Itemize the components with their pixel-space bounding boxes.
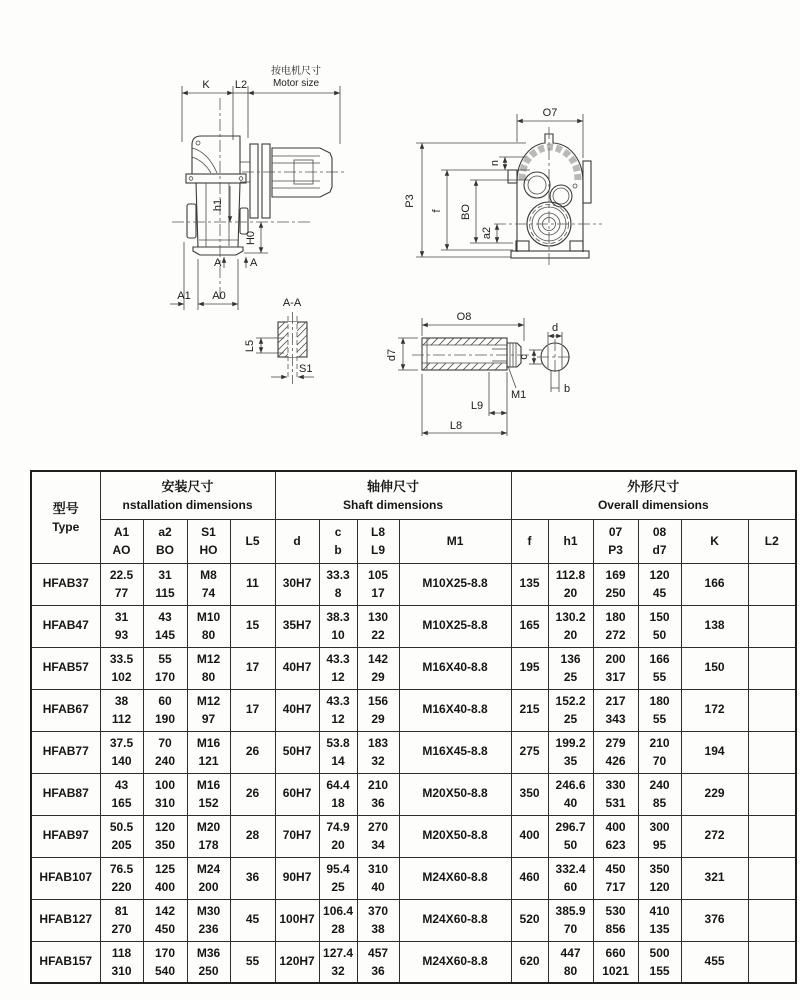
cell-l2 [748, 647, 796, 689]
cell-a2-bo: 55 170 [143, 647, 187, 689]
cell-d: 90H7 [275, 857, 319, 899]
cell-l8-l9: 183 32 [357, 731, 399, 773]
cell-a1-ao: 33.5 102 [100, 647, 143, 689]
table-row [31, 941, 796, 983]
col-header-a2-bo: a2 BO [143, 519, 187, 563]
cell-l2 [748, 857, 796, 899]
cell-a1-ao: 43 165 [100, 773, 143, 815]
cell-a2-bo: 70 240 [143, 731, 187, 773]
cell-o8-d7: 240 85 [638, 773, 681, 815]
cell-o7-p3: 279 426 [593, 731, 638, 773]
cell-a2-bo: 142 450 [143, 899, 187, 941]
cell-f: 275 [511, 731, 548, 773]
cell-d: 40H7 [275, 689, 319, 731]
cell-o7-p3: 200 317 [593, 647, 638, 689]
col-header-k: K [681, 519, 748, 563]
cell-f: 215 [511, 689, 548, 731]
cell-h1: 296.7 50 [548, 815, 593, 857]
cell-l2 [748, 689, 796, 731]
cell-m1: M20X50-8.8 [399, 815, 511, 857]
cell-c-b: 53.8 14 [319, 731, 357, 773]
col-header-a1-ao: A1 AO [100, 519, 143, 563]
table-row [31, 647, 796, 689]
cell-c-b: 33.3 8 [319, 563, 357, 605]
cell-o8-d7: 166 55 [638, 647, 681, 689]
cell-l5: 55 [230, 941, 275, 983]
cell-c-b: 38.3 10 [319, 605, 357, 647]
dim-label-a0: A0 [212, 290, 226, 302]
cell-c-b: 106.4 28 [319, 899, 357, 941]
cell-l5: 17 [230, 647, 275, 689]
cell-m1: M20X50-8.8 [399, 773, 511, 815]
cell-h1: 112.8 20 [548, 563, 593, 605]
cell-type: HFAB77 [31, 731, 100, 773]
cell-a1-ao: 76.5 220 [100, 857, 143, 899]
cell-l2 [748, 941, 796, 983]
cell-o8-d7: 150 50 [638, 605, 681, 647]
dim-label-l2: L2 [234, 79, 248, 91]
col-header-d: d [275, 519, 319, 563]
cell-c-b: 64.4 18 [319, 773, 357, 815]
cell-o8-d7: 500 155 [638, 941, 681, 983]
cell-l8-l9: 457 36 [357, 941, 399, 983]
type-label-en: Type [52, 520, 80, 534]
cell-l5: 36 [230, 857, 275, 899]
cell-o7-p3: 330 531 [593, 773, 638, 815]
motor-size-label-cn: 按电机尺寸 [271, 66, 321, 77]
dim-label-p3: P3 [404, 194, 416, 208]
cell-d: 60H7 [275, 773, 319, 815]
cell-l2 [748, 563, 796, 605]
table-row [31, 815, 796, 857]
cell-o8-d7: 300 95 [638, 815, 681, 857]
table-subheader-row [31, 519, 796, 563]
col-header-o7-p3: 07 P3 [593, 519, 638, 563]
cell-f: 195 [511, 647, 548, 689]
dim-label-d: d [551, 322, 559, 334]
cell-s1-ho: M10 80 [187, 605, 230, 647]
cell-f: 165 [511, 605, 548, 647]
type-label-cn: 型号 [52, 500, 79, 516]
col-group-overall [511, 471, 796, 519]
col-header-l8-l9: L8 L9 [357, 519, 399, 563]
cell-s1-ho: M16 152 [187, 773, 230, 815]
cell-l2 [748, 731, 796, 773]
cell-l8-l9: 270 34 [357, 815, 399, 857]
cell-k: 138 [681, 605, 748, 647]
cell-type: HFAB47 [31, 605, 100, 647]
dim-label-h0: H0 [245, 230, 257, 246]
dim-label-h1: h1 [212, 198, 224, 212]
cell-l5: 17 [230, 689, 275, 731]
cell-a2-bo: 43 145 [143, 605, 187, 647]
table-row [31, 689, 796, 731]
cell-l5: 45 [230, 899, 275, 941]
cell-o7-p3: 180 272 [593, 605, 638, 647]
cell-m1: M10X25-8.8 [399, 605, 511, 647]
cell-l5: 15 [230, 605, 275, 647]
section-arrow-label-a-left: A [214, 257, 222, 269]
cell-type: HFAB57 [31, 647, 100, 689]
cell-o7-p3: 530 856 [593, 899, 638, 941]
cell-o8-d7: 350 120 [638, 857, 681, 899]
cell-d: 35H7 [275, 605, 319, 647]
cell-m1: M16X40-8.8 [399, 689, 511, 731]
cell-m1: M24X60-8.8 [399, 857, 511, 899]
dim-label-l8: L8 [449, 420, 463, 432]
cell-f: 135 [511, 563, 548, 605]
dim-label-o7: O7 [542, 107, 558, 119]
group-overall-en: Overall dimensions [597, 498, 709, 512]
table-row [31, 731, 796, 773]
cell-l5: 11 [230, 563, 275, 605]
cell-type: HFAB37 [31, 563, 100, 605]
group-shaft-cn: 轴伸尺寸 [367, 478, 420, 494]
cell-d: 40H7 [275, 647, 319, 689]
cell-f: 520 [511, 899, 548, 941]
cell-type: HFAB67 [31, 689, 100, 731]
cell-d: 120H7 [275, 941, 319, 983]
shaft-drawing [386, 311, 573, 436]
cell-l2 [748, 773, 796, 815]
table-row [31, 605, 796, 647]
cell-type: HFAB97 [31, 815, 100, 857]
cell-c-b: 74.9 20 [319, 815, 357, 857]
table-row [31, 899, 796, 941]
front-view-drawing [404, 107, 602, 268]
dim-label-f: f [431, 209, 443, 213]
cell-c-b: 95.4 25 [319, 857, 357, 899]
section-aa-drawing [244, 297, 314, 384]
cell-a1-ao: 118 310 [100, 941, 143, 983]
cell-l2 [748, 815, 796, 857]
cell-h1: 136 25 [548, 647, 593, 689]
col-header-l2: L2 [748, 519, 796, 563]
cell-a1-ao: 22.5 77 [100, 563, 143, 605]
cell-s1-ho: M30 236 [187, 899, 230, 941]
cell-c-b: 43.3 12 [319, 647, 357, 689]
col-header-s1-ho: S1 HO [187, 519, 230, 563]
cell-o7-p3: 217 343 [593, 689, 638, 731]
dim-label-a2: a2 [481, 226, 493, 240]
cell-h1: 199.2 35 [548, 731, 593, 773]
cell-d: 100H7 [275, 899, 319, 941]
cell-o8-d7: 210 70 [638, 731, 681, 773]
group-shaft-en: Shaft dimensions [343, 498, 444, 512]
cell-k: 150 [681, 647, 748, 689]
cell-o7-p3: 660 1021 [593, 941, 638, 983]
dim-label-l9: L9 [470, 400, 484, 412]
cell-s1-ho: M12 80 [187, 647, 230, 689]
group-installation-cn: 安装尺寸 [161, 478, 214, 494]
cell-m1: M10X25-8.8 [399, 563, 511, 605]
cell-o8-d7: 180 55 [638, 689, 681, 731]
cell-l8-l9: 156 29 [357, 689, 399, 731]
col-group-installation [100, 471, 275, 519]
cell-c-b: 43.3 12 [319, 689, 357, 731]
table-row [31, 773, 796, 815]
cell-l5: 28 [230, 815, 275, 857]
cell-o7-p3: 450 717 [593, 857, 638, 899]
dim-label-a1: A1 [177, 290, 191, 302]
col-header-m1: M1 [399, 519, 511, 563]
cell-h1: 152.2 25 [548, 689, 593, 731]
cell-f: 620 [511, 941, 548, 983]
group-installation-en: nstallation dimensions [122, 498, 253, 512]
cell-k: 321 [681, 857, 748, 899]
cell-d: 70H7 [275, 815, 319, 857]
col-header-f: f [511, 519, 548, 563]
cell-a1-ao: 38 112 [100, 689, 143, 731]
technical-drawings [0, 0, 800, 465]
cell-k: 272 [681, 815, 748, 857]
section-title-aa: A-A [282, 297, 302, 309]
cell-h1: 246.6 40 [548, 773, 593, 815]
section-arrow-label-a-right: A [250, 257, 258, 269]
dim-label-m1: M1 [511, 389, 527, 401]
cell-s1-ho: M12 97 [187, 689, 230, 731]
motor-size-label-en: Motor size [272, 78, 320, 89]
cell-k: 166 [681, 563, 748, 605]
dim-label-n: n [489, 159, 501, 167]
cell-a2-bo: 125 400 [143, 857, 187, 899]
cell-type: HFAB107 [31, 857, 100, 899]
cell-o8-d7: 410 135 [638, 899, 681, 941]
cell-l8-l9: 210 36 [357, 773, 399, 815]
dim-label-l5: L5 [244, 339, 256, 353]
cell-a1-ao: 50.5 205 [100, 815, 143, 857]
cell-m1: M16X45-8.8 [399, 731, 511, 773]
cell-o7-p3: 169 250 [593, 563, 638, 605]
cell-a1-ao: 81 270 [100, 899, 143, 941]
cell-a2-bo: 31 115 [143, 563, 187, 605]
dimension-table [30, 470, 797, 984]
cell-k: 455 [681, 941, 748, 983]
cell-a1-ao: 37.5 140 [100, 731, 143, 773]
cell-m1: M16X40-8.8 [399, 647, 511, 689]
dim-label-bo: BO [460, 204, 472, 220]
cell-l8-l9: 105 17 [357, 563, 399, 605]
cell-type: HFAB87 [31, 773, 100, 815]
cell-h1: 332.4 60 [548, 857, 593, 899]
dim-label-k: K [202, 79, 210, 91]
cell-m1: M24X60-8.8 [399, 899, 511, 941]
dim-label-s1: S1 [299, 363, 313, 375]
table-row [31, 563, 796, 605]
cell-a2-bo: 120 350 [143, 815, 187, 857]
col-header-h1: h1 [548, 519, 593, 563]
cell-f: 350 [511, 773, 548, 815]
cell-a2-bo: 60 190 [143, 689, 187, 731]
cell-d: 30H7 [275, 563, 319, 605]
cell-l8-l9: 310 40 [357, 857, 399, 899]
cell-a2-bo: 100 310 [143, 773, 187, 815]
cell-a2-bo: 170 540 [143, 941, 187, 983]
cell-k: 172 [681, 689, 748, 731]
dim-label-c: c [518, 354, 530, 360]
cell-k: 194 [681, 731, 748, 773]
cell-c-b: 127.4 32 [319, 941, 357, 983]
cell-a1-ao: 31 93 [100, 605, 143, 647]
side-view-drawing [170, 64, 346, 310]
cell-l2 [748, 605, 796, 647]
cell-f: 460 [511, 857, 548, 899]
col-group-shaft [275, 471, 511, 519]
cell-type: HFAB127 [31, 899, 100, 941]
cell-m1: M24X60-8.8 [399, 941, 511, 983]
cell-l2 [748, 899, 796, 941]
col-header-type [31, 471, 100, 563]
cell-type: HFAB157 [31, 941, 100, 983]
cell-h1: 385.9 70 [548, 899, 593, 941]
cell-o7-p3: 400 623 [593, 815, 638, 857]
cell-h1: 447 80 [548, 941, 593, 983]
dim-label-o8: O8 [456, 311, 472, 323]
cell-l8-l9: 130 22 [357, 605, 399, 647]
col-header-l5: L5 [230, 519, 275, 563]
cell-s1-ho: M24 200 [187, 857, 230, 899]
cell-s1-ho: M36 250 [187, 941, 230, 983]
cell-s1-ho: M8 74 [187, 563, 230, 605]
cell-s1-ho: M20 178 [187, 815, 230, 857]
dim-label-d7: d7 [386, 348, 398, 362]
cell-d: 50H7 [275, 731, 319, 773]
cell-l5: 26 [230, 731, 275, 773]
table-group-row [31, 471, 796, 519]
dim-label-b: b [564, 383, 571, 395]
cell-o8-d7: 120 45 [638, 563, 681, 605]
col-header-c-b: c b [319, 519, 357, 563]
table-row [31, 857, 796, 899]
col-header-o8-d7: 08 d7 [638, 519, 681, 563]
cell-s1-ho: M16 121 [187, 731, 230, 773]
cell-l8-l9: 142 29 [357, 647, 399, 689]
cell-l8-l9: 370 38 [357, 899, 399, 941]
table-body [31, 563, 796, 983]
cell-k: 229 [681, 773, 748, 815]
cell-h1: 130.2 20 [548, 605, 593, 647]
cell-l5: 26 [230, 773, 275, 815]
group-overall-cn: 外形尺寸 [627, 478, 680, 494]
cell-k: 376 [681, 899, 748, 941]
cell-f: 400 [511, 815, 548, 857]
